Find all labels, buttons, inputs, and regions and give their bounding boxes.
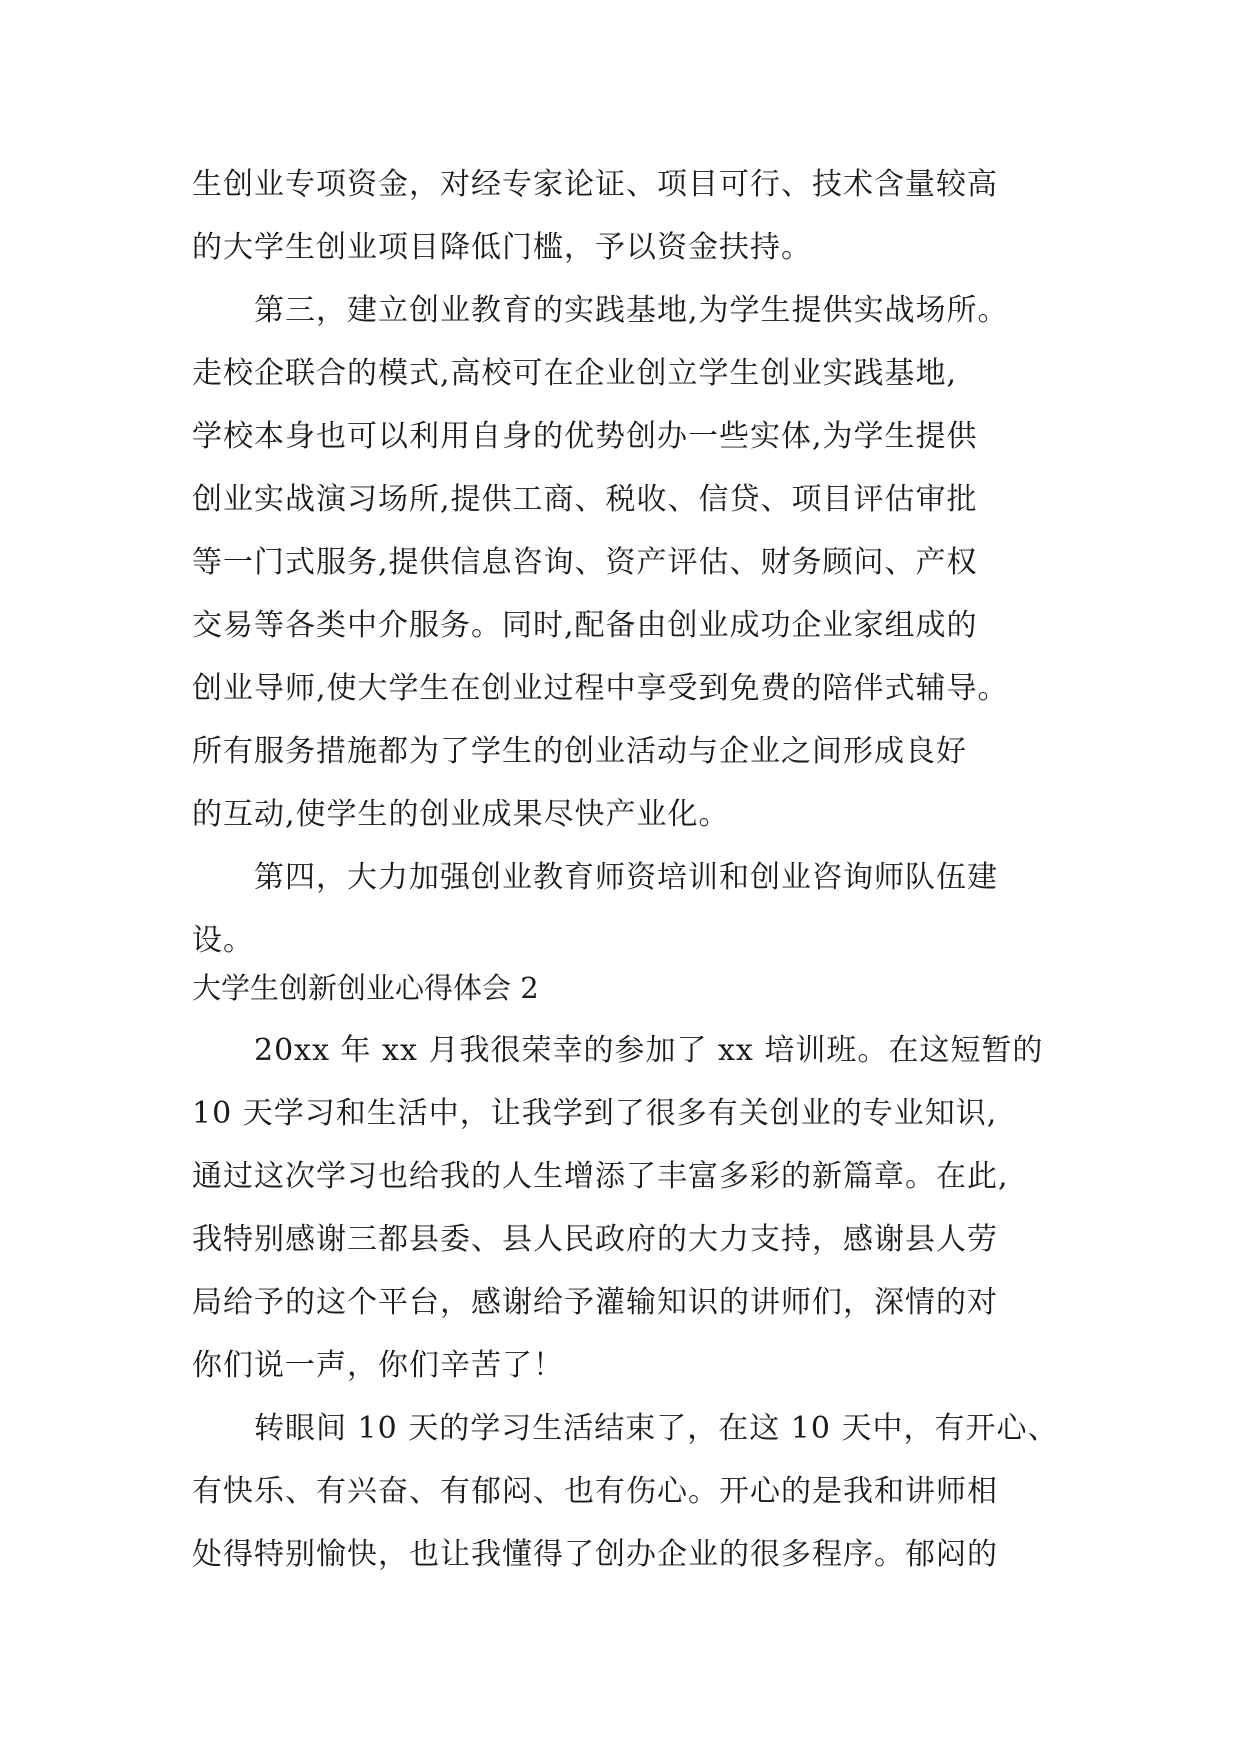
paragraph-line: 我特别感谢三都县委、县人民政府的大力支持，感谢县人劳 [192, 1222, 998, 1257]
paragraph-line: 第四，大力加强创业教育师资培训和创业咨询师队伍建 [192, 860, 998, 895]
paragraph-line: 20xx 年 xx 月我很荣幸的参加了 xx 培训班。在这短暂的 [192, 1033, 1044, 1068]
paragraph-line: 交易等各类中介服务。同时,配备由创业成功企业家组成的 [192, 608, 978, 643]
paragraph-line: 设。 [192, 923, 254, 958]
paragraph-line: 创业导师,使大学生在创业过程中享受到免费的陪伴式辅导。 [192, 671, 1009, 706]
section-heading: 大学生创新创业心得体会 2 [192, 971, 539, 1005]
paragraph-line: 处得特别愉快，也让我懂得了创办企业的很多程序。郁闷的 [192, 1537, 998, 1572]
paragraph-line: 等一门式服务,提供信息咨询、资产评估、财务顾问、产权 [192, 545, 978, 580]
paragraph-line: 通过这次学习也给我的人生增添了丰富多彩的新篇章。在此, [192, 1159, 1009, 1194]
paragraph-line: 第三，建立创业教育的实践基地,为学生提供实战场所。 [192, 293, 1009, 328]
paragraph-line: 所有服务措施都为了学生的创业活动与企业之间形成良好 [192, 734, 967, 769]
paragraph-line: 你们说一声，你们辛苦了！ [192, 1348, 564, 1383]
paragraph-line: 局给予的这个平台，感谢给予灌输知识的讲师们，深情的对 [192, 1285, 998, 1320]
paragraph-line: 转眼间 10 天的学习生活结束了，在这 10 天中，有开心、 [192, 1411, 1059, 1446]
paragraph-line: 的大学生创业项目降低门槛，予以资金扶持。 [192, 230, 812, 265]
paragraph-line: 创业实战演习场所,提供工商、税收、信贷、项目评估审批 [192, 482, 978, 517]
paragraph-line: 生创业专项资金，对经专家论证、项目可行、技术含量较高 [192, 167, 998, 202]
section-1-body [192, 153, 1072, 972]
paragraph-line: 10 天学习和生活中，让我学到了很多有关创业的专业知识, [192, 1096, 998, 1131]
paragraph-line: 的互动,使学生的创业成果尽快产业化。 [192, 797, 730, 832]
section-2-body [192, 1019, 1072, 1586]
section-2-heading-block [192, 957, 1072, 1020]
paragraph-line: 有快乐、有兴奋、有郁闷、也有伤心。开心的是我和讲师相 [192, 1474, 998, 1509]
paragraph-line: 走校企联合的模式,高校可在企业创立学生创业实践基地, [192, 356, 958, 391]
paragraph-line: 学校本身也可以利用自身的优势创办一些实体,为学生提供 [192, 419, 978, 454]
